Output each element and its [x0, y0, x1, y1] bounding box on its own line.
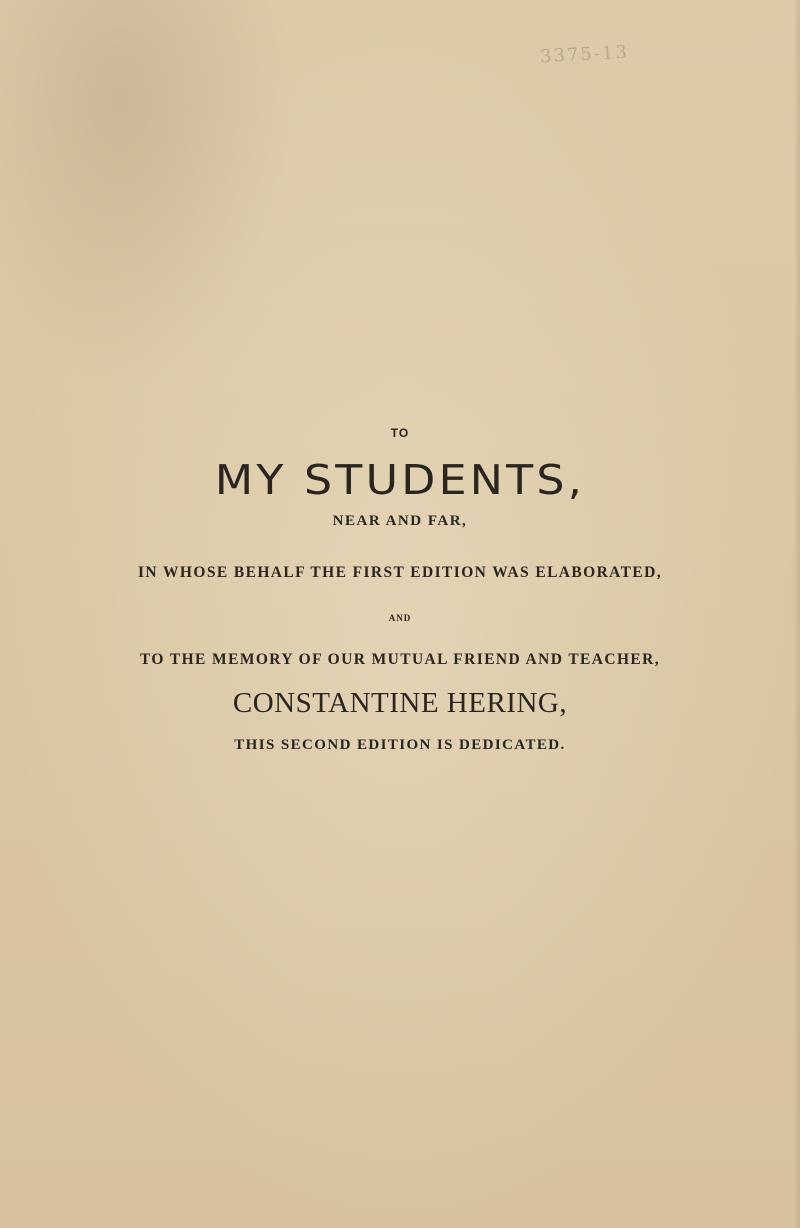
dedication-and: AND — [388, 613, 412, 623]
dedication-near-far: NEAR AND FAR, — [332, 513, 468, 529]
dedication-heading: MY STUDENTS, — [214, 456, 586, 504]
dedication-to: TO — [390, 426, 410, 440]
pencil-annotation: 3375-13 — [539, 41, 630, 68]
dedication-memory: TO THE MEMORY OF OUR MUTUAL FRIEND AND TEACHER, — [139, 651, 661, 668]
dedication-whose-behalf: IN WHOSE BEHALF THE FIRST EDITION WAS ELABORATED, — [138, 564, 662, 581]
dedication-closing: THIS SECOND EDITION IS DEDICATED. — [234, 737, 566, 753]
dedication-name: CONSTANTINE HERING, — [232, 687, 568, 719]
